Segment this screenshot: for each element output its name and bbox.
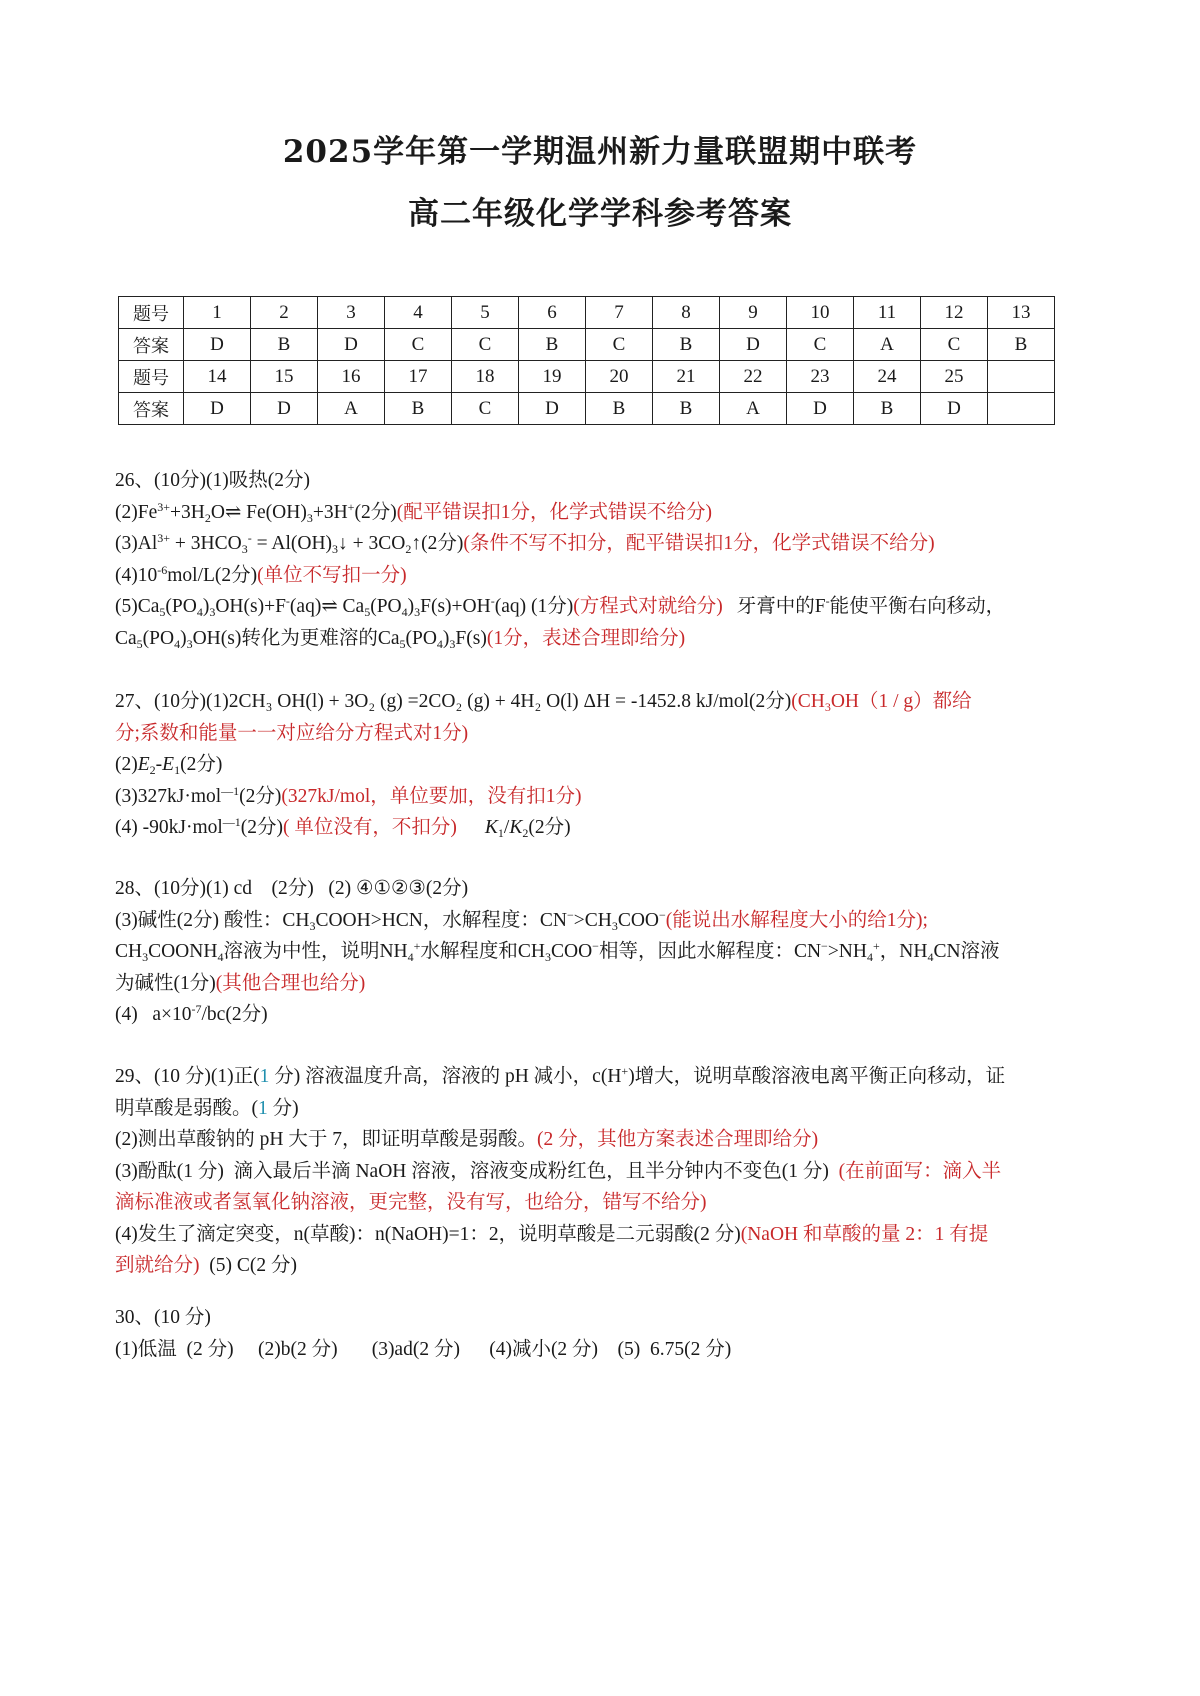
question-26 [115,465,1095,654]
q30-line-1: 30、(10 分) [115,1307,211,1328]
sub: 2 [204,510,211,525]
q29-line-1 [115,1061,1095,1093]
table-cell: 15 [251,361,318,393]
text: 水解程度和CH [420,941,545,962]
q29-line-2 [115,1093,1095,1125]
text: 29、(10 分)(1)正( [115,1066,260,1087]
q28-line-3 [115,936,1095,968]
table-cell: D [787,393,854,425]
text: 为碱性(1分) [115,972,216,994]
sub: 3 [544,950,551,964]
score-mark: 1 [258,1097,268,1119]
grading-note: (单位不写扣一分) [257,564,407,586]
table-cell: 9 [720,297,787,329]
table-cell: 25 [921,361,988,393]
sub: 4 [217,950,224,964]
text: /bc(2分) [201,1004,268,1025]
sup: -7 [191,1002,202,1016]
q27-line-5 [115,812,1095,844]
table-cell: D [251,393,318,425]
q29-line-3 [115,1124,1095,1156]
text: (PO [165,596,197,617]
text: + 3HCO [170,533,242,554]
text: ，NH [879,941,928,962]
page-subtitle: 高二年级化学学科参考答案 [408,196,792,232]
question-28 [115,873,1095,1031]
text: (CH [791,691,825,712]
grading-note: (在前面写：滴入半 [838,1160,1002,1182]
table-cell: B [854,393,921,425]
text: ) [202,596,210,617]
text: O⇌ Fe(OH) [210,501,307,523]
text: COONH [148,941,218,962]
sub: 2 [405,542,412,556]
q29-line-4 [115,1156,1095,1188]
text: Ca [115,627,137,649]
text: (4) a×10 [115,1004,192,1025]
text: (2分) [180,754,223,775]
table-cell: 13 [988,297,1055,329]
q27-line-1 [115,686,1095,718]
table-cell: A [318,393,385,425]
sub: 3 [306,510,313,525]
q26-line-3 [115,528,1095,560]
table-cell: 5 [452,297,519,329]
sup: + [347,499,355,514]
grading-note: (327kJ/mol，单位要加，没有扣1分) [281,785,582,807]
grading-note: (条件不写不扣分，配平错误扣1分，化学式错误不给分) [463,533,935,554]
text: (PO [370,596,402,617]
sub: 4 [196,605,203,619]
table-cell: 20 [586,361,653,393]
text: (PO [405,627,437,649]
sub: 4 [866,950,873,964]
text: (4)10 [115,564,158,586]
table-cell: D [921,393,988,425]
text: (2分) [239,785,282,807]
table-row [119,361,1055,393]
text: COO [550,941,593,962]
table-cell: 1 [184,297,251,329]
text: ) [180,627,187,649]
sup: - [825,594,830,608]
text: E [162,754,175,775]
sub: 1 [497,826,504,840]
text: OH（1 / g）都给 [830,691,972,712]
text: F(s) [455,627,487,649]
text: ↓ + 3CO [338,533,406,554]
grading-note: (2 分，其他方案表述合理即给分) [536,1129,819,1150]
q26-line-5 [115,591,1095,623]
sup: - [285,594,290,608]
grading-note [791,691,971,712]
q29-line-7 [115,1250,1095,1282]
text: COO [617,909,660,931]
table-cell: 24 [854,361,921,393]
sub: 4 [436,636,443,651]
text: (aq)⇌ Ca [289,596,365,617]
text: (3)酚酞(1 分) 滴入最后半滴 NaOH 溶液，溶液变成粉红色，且半分钟内不变色(1 分) [115,1160,839,1182]
sub: 3 [142,950,149,964]
table-cell: 7 [586,297,653,329]
text: (4) -90kJ·mol [115,817,223,838]
text: (PO [142,627,175,649]
text: 相等，因此水解程度：CN [598,941,822,962]
table-cell: 8 [653,297,720,329]
table-cell: D [184,393,251,425]
table-cell: 2 [251,297,318,329]
text: (5)Ca [115,596,160,617]
text: (3)327kJ·mol [115,785,222,807]
sub: 5 [159,605,166,619]
table-cell: A [720,393,787,425]
sub: 3 [209,605,216,619]
table-cell: A [854,329,921,361]
text: ) [407,596,415,617]
sup: 3+ [157,499,171,514]
grading-note: (配平错误扣1分，化学式错误不给分) [396,501,712,523]
table-cell: C [787,329,854,361]
table-cell: 21 [653,361,720,393]
q28-line-4 [115,968,1095,1000]
sub: 3 [414,605,421,619]
answer-table [118,296,1055,425]
question-29 [115,1061,1095,1282]
sup: + [413,939,421,953]
text: (4)发生了滴定突变，n(草酸)：n(NaOH)=1：2，说明草酸是二元弱酸(2 分) [115,1223,741,1245]
table-cell: 3 [318,297,385,329]
table-row-header: 题号 [119,361,184,393]
text: 溶液为中性，说明NH [223,941,408,962]
sub: 2 [149,763,156,777]
text: 明草酸是弱酸。( [115,1097,258,1119]
table-cell: 18 [452,361,519,393]
text: OH(s)转化为更难溶的Ca [192,627,400,649]
sup: —1 [222,815,241,829]
table-cell: 23 [787,361,854,393]
table-cell [988,361,1055,393]
sub: 3 [309,918,316,933]
sup: − [659,907,666,922]
sub: 3 [241,542,248,556]
table-cell: B [251,329,318,361]
sub: 4 [174,636,181,651]
text: >CH [573,909,612,931]
sup: - [490,594,495,608]
table-cell: D [519,393,586,425]
text: >NH [827,941,867,962]
grading-note: (NaOH 和草酸的量 2：1 有提 [740,1223,989,1245]
table-row-header: 答案 [119,393,184,425]
page-title: 2025学年第一学期温州新力量联盟期中联考 [282,134,918,170]
q28-line-2 [115,905,1095,937]
sub: 3 [332,542,339,556]
table-row-header: 答案 [119,329,184,361]
table-cell: 11 [854,297,921,329]
text: - [155,754,163,775]
q26-line-1: 26、(10分)(1)吸热(2分) [115,470,310,491]
sub: 3 [449,636,456,651]
table-cell: 12 [921,297,988,329]
text: +3H [170,501,205,523]
text: mol/L(2分) [167,564,258,586]
table-cell: 14 [184,361,251,393]
q28-line-1: 28、(10分)(1) cd (2分) (2) ④①②③(2分) [115,878,469,899]
q26-line-6 [115,623,1095,655]
table-row [119,329,1055,361]
table-row [119,393,1055,425]
table-cell: D [184,329,251,361]
grading-note: (方程式对就给分) [573,596,723,617]
table-cell: D [318,329,385,361]
q30-line-2: (1)低温 (2 分) (2)b(2 分) (3)ad(2 分) (4)减小(2 分) (5) 6.75(2 分) [115,1338,732,1360]
text: (2分) [240,817,284,838]
sub: 4 [407,950,414,964]
table-cell [988,393,1055,425]
table-cell: 19 [519,361,586,393]
text: +3H [312,501,348,523]
table-cell: 22 [720,361,787,393]
sup: 3+ [157,531,171,545]
table-cell: D [720,329,787,361]
text: (aq) (1分) [494,596,574,617]
text: CN溶液 [933,941,1000,962]
table-cell: C [452,329,519,361]
table-cell: 4 [385,297,452,329]
sub: 4 [927,950,934,964]
table-cell: C [385,329,452,361]
text: E [137,754,150,775]
text: = Al(OH) [251,533,333,554]
text: ) [442,627,450,649]
sub: 2 [522,826,529,840]
sub: 5 [136,636,143,651]
table-cell: C [586,329,653,361]
text: (2) [115,754,138,775]
sub: 3 [824,700,831,714]
sup: - [247,531,252,545]
text: / [503,817,510,838]
sup: + [621,1064,629,1078]
grading-note: (能说出水解程度大小的给1分); [665,909,928,931]
table-row [119,297,1055,329]
text: (5) C(2 分) [199,1255,297,1276]
grading-note: ( 单位没有，不扣分) [283,817,457,838]
text: (2)测出草酸钠的 pH 大于 7，即证明草酸是弱酸。 [115,1129,537,1150]
table-cell: 6 [519,297,586,329]
text: COOH>HCN，水解程度：CN [315,909,567,931]
text: OH(s)+F [215,596,286,617]
question-27 [115,686,1095,844]
table-cell: C [921,329,988,361]
table-cell: B [586,393,653,425]
sup: -6 [157,562,168,577]
table-cell: B [653,329,720,361]
text: (2分) [354,501,397,523]
text: 分) [267,1097,299,1119]
sup: − [821,939,828,953]
table-cell: B [519,329,586,361]
q29-line-5: 滴标准液或者氢氧化钠溶液，更完整，没有写，也给分，错写不给分) [115,1192,707,1213]
table-cell: 17 [385,361,452,393]
grading-note: 到就给分) [115,1255,200,1276]
sup: − [566,907,574,922]
text: 能使平衡右向移动， [829,596,1006,617]
grading-note: (1分，表述合理即给分) [486,627,686,649]
sub: 3 [611,918,618,933]
q29-line-6 [115,1219,1095,1251]
sub: 5 [364,605,371,619]
sup: + [872,939,880,953]
table-cell: C [452,393,519,425]
text: (3)Al [115,533,158,554]
q26-line-2 [115,497,1095,529]
text: K [509,817,523,838]
grading-note: (其他合理也给分) [215,972,366,994]
q27-line-2: 分;系数和能量一一对应给分方程式对1分) [115,722,469,744]
text: K [484,817,498,838]
text: F(s)+OH [420,596,491,617]
sup: —1 [221,783,240,798]
table-cell: 16 [318,361,385,393]
table-row-header: 题号 [119,297,184,329]
q28-line-5 [115,999,1095,1031]
text: 27、(10分)(1)2CH₃ OH(l) + 3O₂ (g) =2CO₂ (g) + 4H₂ O(l) ΔH = -1452.8 kJ/mol(2分) [115,691,792,712]
text: CH [115,941,143,962]
table-cell: B [988,329,1055,361]
table-cell: B [653,393,720,425]
text: 牙膏中的F [736,596,826,617]
sub: 5 [399,636,406,651]
text: (2分) [528,817,571,838]
sub: 3 [186,636,193,651]
question-30 [115,1302,1095,1365]
text: ↑(2分) [411,533,464,554]
q27-line-3 [115,749,1095,781]
sub: 1 [174,763,181,777]
sup: − [592,939,599,953]
text: (2)Fe [115,501,158,523]
sub: 4 [401,605,408,619]
table-cell: 10 [787,297,854,329]
score-mark: 1 [259,1066,270,1087]
text: )增大，说明草酸溶液电离平衡正向移动，证 [628,1066,1006,1087]
table-cell: B [385,393,452,425]
text: (3)碱性(2分) 酸性：CH [115,909,310,931]
text: 分) 溶液温度升高，溶液的 pH 减小，c(H [269,1066,622,1087]
q26-line-4 [115,560,1095,592]
q27-line-4 [115,781,1095,813]
